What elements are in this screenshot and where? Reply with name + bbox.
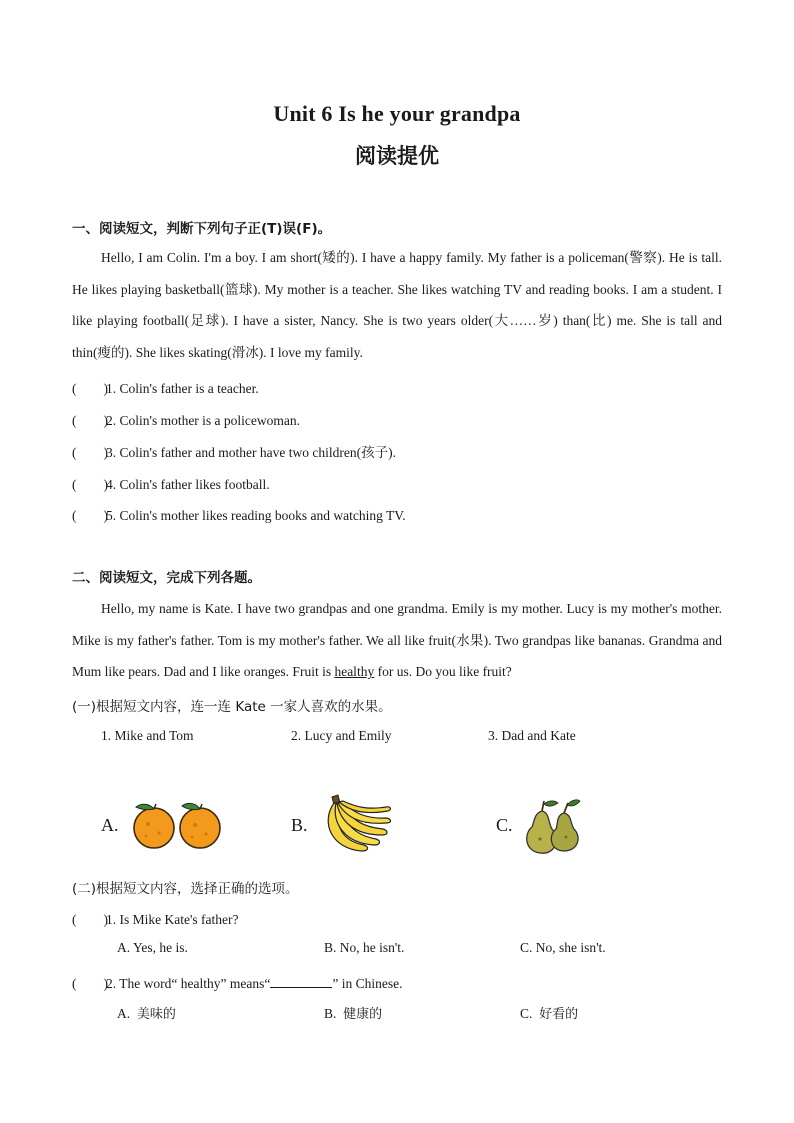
part2-question-1 — [72, 908, 239, 928]
option-letter: C. — [520, 1006, 533, 1021]
question-text: 3. Colin's father and mother have two children(孩子). — [106, 445, 396, 460]
q1-option-c[interactable]: C. No, she isn't. — [520, 940, 606, 955]
q1-option-a[interactable]: A. Yes, he is. — [117, 940, 188, 955]
answer-paren[interactable]: ( ) — [72, 413, 108, 428]
question-text: 1. Colin's father is a teacher. — [106, 381, 259, 396]
answer-paren[interactable]: ( ) — [72, 508, 108, 523]
section2-heading: 二、阅读短文，完成下列各题。 — [72, 570, 261, 586]
pears-icon[interactable] — [520, 795, 584, 857]
question-text: 4. Colin's father likes football. — [106, 477, 270, 492]
option-text: 好看的 — [539, 1007, 579, 1022]
q2-option-c[interactable] — [520, 1003, 578, 1022]
match-person-3[interactable]: 3. Dad and Kate — [488, 728, 576, 743]
section1-heading: 一、阅读短文，判断下列句子正(T)误(F)。 — [72, 221, 332, 237]
part1-heading: (一)根据短文内容，连一连 Kate 一家人喜欢的水果。 — [72, 699, 392, 715]
answer-blank[interactable] — [270, 976, 332, 988]
option-text: 美味的 — [136, 1007, 176, 1022]
question-text: 2. Colin's mother is a policewoman. — [106, 413, 301, 428]
option-letter: B. — [324, 1006, 337, 1021]
option-letter: A. — [117, 1006, 131, 1021]
fruit-c-letter: C. — [496, 815, 513, 835]
q2-option-a[interactable] — [117, 1003, 176, 1022]
fruit-a-letter: A. — [101, 815, 119, 835]
q1-option-b[interactable]: B. No, he isn't. — [324, 940, 405, 955]
oranges-icon[interactable] — [126, 798, 226, 850]
part2-heading: (二)根据短文内容，选择正确的选项。 — [72, 881, 299, 897]
part2-question-2 — [72, 972, 402, 992]
question-text: 1. Is Mike Kate's father? — [106, 912, 239, 927]
section1-question-5 — [72, 504, 406, 524]
section1-passage: Hello, I am Colin. I'm a boy. I am short(矮的). I have a happy family. My father is a policeman(警察). He is tall. He likes playing basketball(篮球). My mother is a teacher. She likes watching TV and reading books. I am a student. I like playing football(足球). I have a sister, Nancy. She is two years older(大……岁) than(比) me. She is tall and thin(瘦的). She likes skating(滑冰). I love my family. — [72, 250, 722, 361]
bananas-icon[interactable] — [318, 793, 394, 855]
passage-text: Hello, my name is Kate. I have two grandpas and one grandma. Emily is my mother. Lucy is my mother's mother. Mike is my father's father. Tom is my mother's father. We all like fruit(水果). Two grandpas like bananas. Grandma and Mum like pears. Dad and I like oranges. Fruit is — [72, 601, 722, 680]
section2-passage — [72, 593, 722, 688]
section1-question-1 — [72, 377, 259, 397]
option-text: 健康的 — [343, 1007, 383, 1022]
fruit-b-letter: B. — [291, 815, 308, 835]
question-text: 5. Colin's mother likes reading books and watching TV. — [106, 508, 406, 523]
page-subtitle: 阅读提优 — [355, 144, 439, 168]
page-title: Unit 6 Is he your grandpa — [273, 101, 521, 126]
q2-option-b[interactable] — [324, 1003, 382, 1022]
section1-question-3 — [72, 441, 396, 461]
answer-paren[interactable]: ( ) — [72, 912, 108, 927]
answer-paren[interactable]: ( ) — [72, 381, 108, 396]
answer-paren[interactable]: ( ) — [72, 976, 108, 991]
underlined-word: healthy — [334, 664, 375, 680]
section1-question-2 — [72, 409, 300, 429]
question-text: ” in Chinese. — [332, 976, 403, 991]
question-text: 2. The word“ healthy” means“ — [106, 976, 271, 991]
answer-paren[interactable]: ( ) — [72, 445, 108, 460]
section1-question-4 — [72, 473, 270, 493]
match-person-2[interactable]: 2. Lucy and Emily — [291, 728, 392, 743]
passage-text: for us. Do you like fruit? — [374, 664, 512, 680]
match-person-1[interactable]: 1. Mike and Tom — [101, 728, 194, 743]
answer-paren[interactable]: ( ) — [72, 477, 108, 492]
